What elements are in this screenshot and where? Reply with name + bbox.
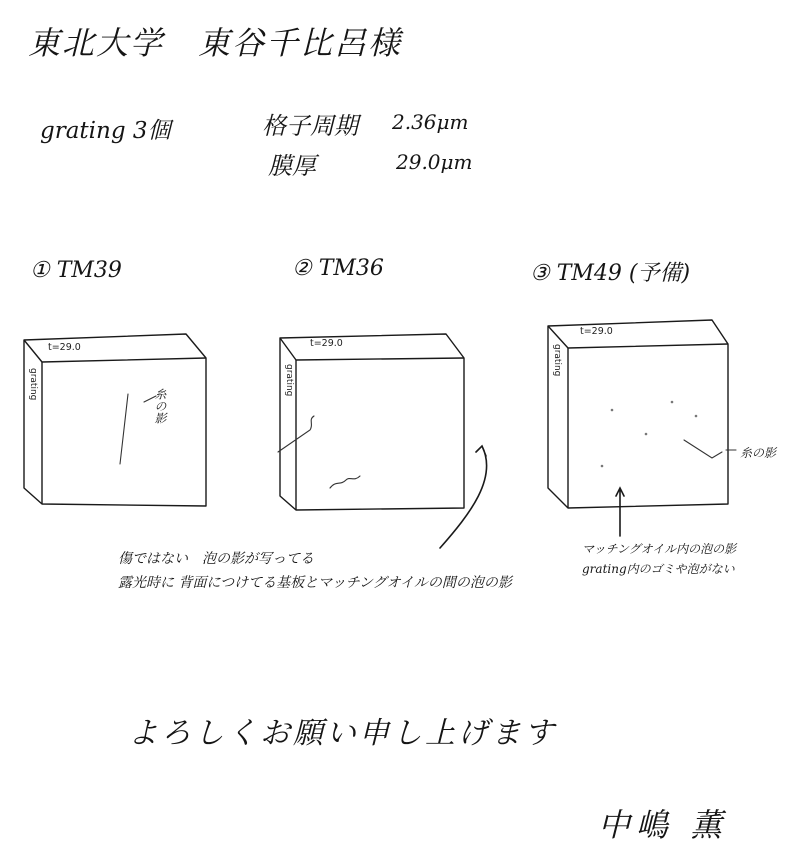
sample-1-top-label: t=29.0 [48, 342, 81, 353]
sample-3-top-label: t=29.0 [580, 326, 613, 337]
sample-2-side-label: grating [284, 364, 294, 397]
right-note-line-2: grating内のゴミや泡がない [582, 562, 735, 576]
center-note-line-1: 傷ではない 泡の影が写ってる [118, 551, 314, 567]
right-note-line-1: マッチングオイル内の泡の影 [582, 542, 737, 556]
sample-1-note: 糸の影 [153, 388, 167, 424]
closing-remark: よろしくお願い申し上げます [128, 716, 557, 751]
thickness-label: 膜厚 [268, 152, 316, 180]
thickness-value: 29.0μm [396, 150, 473, 174]
center-note-arrow [440, 446, 487, 548]
addressee-heading: 東北大学 東谷千比呂様 [28, 24, 403, 62]
sample-3-note: 糸の影 [740, 446, 777, 460]
period-label: 格子周期 [262, 112, 358, 140]
right-note-arrow [616, 488, 624, 536]
sample-3-label: ③ TM49 (予備) [530, 261, 691, 286]
period-value: 2.36μm [392, 110, 469, 134]
sample-1-label: ① TM39 [30, 258, 122, 283]
center-note-line-2: 露光時に 背面につけてる基板とマッチングオイルの間の泡の影 [118, 575, 512, 591]
sample-2-top-label: t=29.0 [310, 338, 343, 349]
sample-1-side-label: grating [28, 368, 38, 401]
sample-2-label: ② TM36 [292, 256, 384, 281]
grating-count: grating 3個 [40, 118, 171, 144]
sample-3-side-label: grating [552, 344, 562, 377]
signature: 中嶋 薫 [598, 806, 729, 844]
